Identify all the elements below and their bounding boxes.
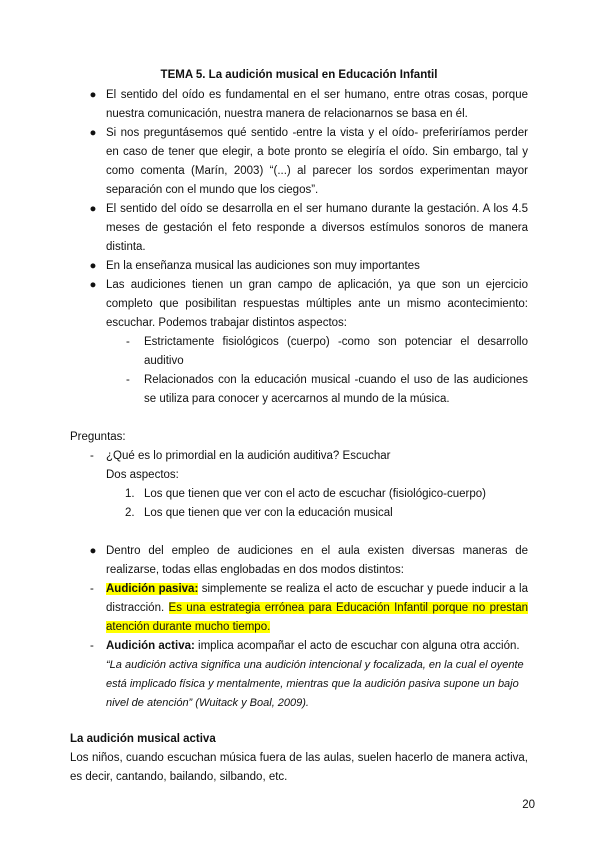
dash-icon: - <box>126 374 130 386</box>
pasiva-text: simplemente se realiza el acto de escuchar y puede inducir a la distracción. <box>106 583 528 614</box>
bullet-dot-icon: ● <box>89 203 97 215</box>
section-paragraph: Los niños, cuando escuchan música fuera de las aulas, suelen hacerlo de manera activa, es decir, cantando, bailando, silbando, etc. <box>70 752 528 783</box>
numbered-text: Los que tienen que ver con la educación musical <box>144 507 393 519</box>
activa-item <box>70 637 528 656</box>
document-body <box>70 66 528 787</box>
pasiva-label: Audición pasiva: <box>106 583 199 595</box>
bullet-item <box>70 542 528 580</box>
bullet-item <box>70 86 528 124</box>
numbered-item <box>70 504 528 523</box>
page-title: TEMA 5. La audición musical en Educación Infantil <box>160 69 438 81</box>
bullet-text: En la enseñanza musical las audiciones son muy importantes <box>106 260 420 272</box>
numbered-text: Los que tienen que ver con el acto de escuchar (fisiológico-cuerpo) <box>144 488 487 500</box>
pasiva-item <box>70 580 528 637</box>
dash-icon: - <box>90 640 94 652</box>
dash-icon: - <box>126 336 130 348</box>
number-marker: 2. <box>125 507 135 519</box>
sub-item-text: Relacionados con la educación musical -cuando el uso de las audiciones se utiliza para conocer y acercarnos al mundo de la música. <box>144 374 528 405</box>
activa-quote: “La audición activa significa una audición intencional y focalizada, en la cual el oyente está implicado física y mentalmente, mientras que la audición pasiva supone un bajo nivel de atención” (Wuitack y Boal, 2009). <box>106 659 524 709</box>
preguntas-label: Preguntas: <box>70 431 126 443</box>
bullet-dot-icon: ● <box>89 279 97 291</box>
two-aspects-label: Dos aspectos: <box>106 469 179 481</box>
numbered-item <box>70 485 528 504</box>
number-marker: 1. <box>125 488 135 500</box>
page-number: 20 <box>522 799 535 811</box>
sub-item-text: Estrictamente fisiológicos (cuerpo) -como son potenciar el desarrollo auditivo <box>144 336 528 367</box>
bullet-dot-icon: ● <box>89 89 97 101</box>
bullet-item <box>70 257 528 276</box>
bullet-text: Las audiciones tienen un gran campo de aplicación, ya que son un ejercicio completo que posibilitan respuestas múltiples ante un mismo acontecimiento: escuchar. Podemos trabajar distintos aspectos: <box>106 279 528 329</box>
bullet-text: Si nos preguntásemos qué sentido -entre la vista y el oído- preferiríamos perder en caso de tener que elegir, a bote pronto se elegiría el oído. Sin embargo, tal y como comenta (Marín, 2003) “(...) al parecer los sordos experimentan mayor separación con el mundo que los ciegos”. <box>106 127 528 196</box>
activa-label: Audición activa: <box>106 640 195 652</box>
question-item <box>70 447 528 466</box>
activa-text: implica acompañar el acto de escuchar con alguna otra acción. <box>198 640 520 652</box>
bullet-text: Dentro del empleo de audiciones en el aula existen diversas maneras de realizarse, todas ellas englobadas en dos modos distintos: <box>106 545 528 576</box>
dash-icon: - <box>90 450 94 462</box>
section-heading: La audición musical activa <box>70 733 216 745</box>
bullet-item <box>70 200 528 257</box>
bullet-dot-icon: ● <box>89 260 97 272</box>
bullet-item <box>70 276 528 333</box>
question-text: ¿Qué es lo primordial en la audición auditiva? Escuchar <box>106 450 391 462</box>
sub-item <box>70 371 528 409</box>
bullet-dot-icon: ● <box>89 545 97 557</box>
bullet-dot-icon: ● <box>89 127 97 139</box>
pasiva-highlight: Es una estrategia errónea para Educación Infantil porque no prestan atención durante mucho tiempo. <box>106 602 528 633</box>
dash-icon: - <box>90 583 94 595</box>
bullet-text: El sentido del oído se desarrolla en el ser humano durante la gestación. A los 4.5 meses de gestación el feto responde a diversos estímulos sonoros de manera distinta. <box>106 203 528 253</box>
bullet-text: El sentido del oído es fundamental en el ser humano, entre otras cosas, porque nuestra comunicación, nuestra manera de relacionarnos se basa en él. <box>106 89 528 120</box>
bullet-item <box>70 124 528 200</box>
sub-item <box>70 333 528 371</box>
